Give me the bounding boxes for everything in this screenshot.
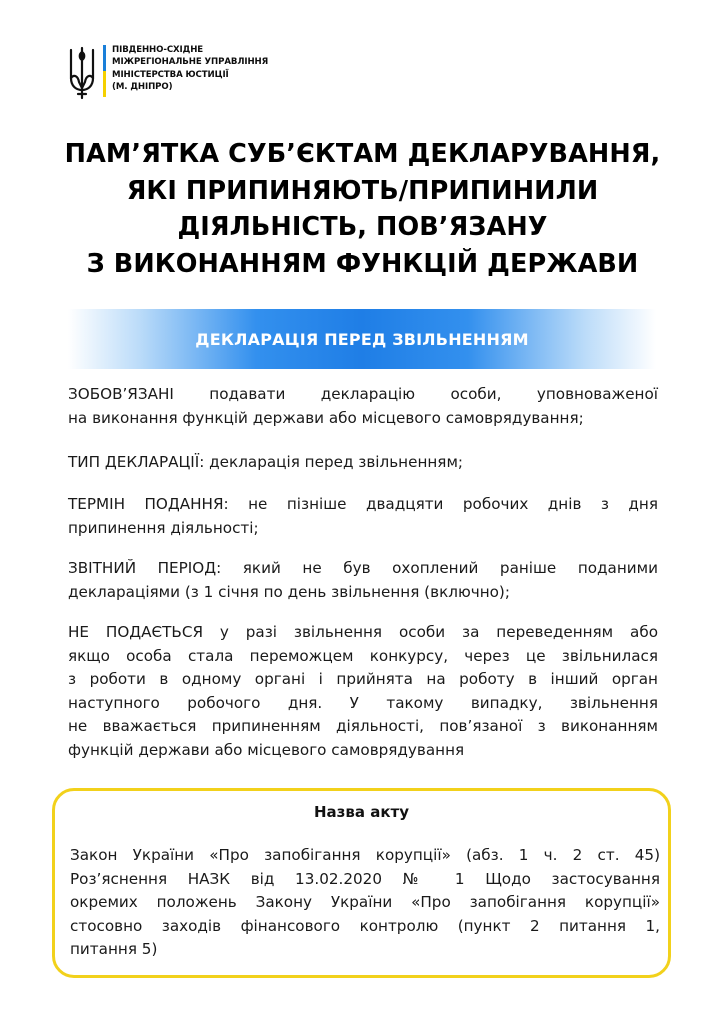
flag-bar	[103, 45, 106, 97]
org-name	[112, 44, 268, 94]
section-banner	[68, 309, 656, 369]
act-line: Роз’яснення НАЗК від 13.02.2020 № 1 Щодо застосування	[70, 869, 660, 888]
org-name-line: (М. ДНІПРО)	[112, 82, 173, 93]
act-line: стосовно заходів фінансового контролю (пункт 2 питання 1,	[70, 916, 660, 935]
title-line: ПАМ’ЯТКА СУБ’ЄКТАМ ДЕКЛАРУВАННЯ,	[64, 139, 661, 169]
paragraph-line: з роботи в одному органі і прийнята на роботу в інший орган	[68, 670, 658, 688]
paragraph-period	[68, 557, 658, 604]
act-line: окремих положень Закону України «Про запобігання корупції»	[70, 893, 660, 911]
act-line: питання 5)	[70, 940, 158, 958]
act-text	[70, 844, 660, 962]
org-name-line: ПІВДЕННО-СХІДНЕ	[112, 45, 204, 55]
paragraph-line: якщо особа стала переможцем конкурсу, через це звільнилася	[68, 646, 658, 665]
paragraph-line: функцій держави або місцевого самоврядування	[68, 740, 465, 759]
paragraph-term	[68, 493, 658, 540]
paragraph-line: припинення діяльності;	[68, 518, 259, 537]
title-line: З ВИКОНАННЯМ ФУНКЦІЙ ДЕРЖАВИ	[86, 248, 639, 279]
title-line: ДІЯЛЬНІСТЬ, ПОВ’ЯЗАНУ	[177, 212, 548, 242]
paragraph-line: на виконання функцій держави або місцевого самоврядування;	[68, 408, 584, 427]
ministry-logo	[68, 44, 328, 104]
page-title	[20, 136, 705, 282]
trident-icon	[68, 44, 96, 100]
act-line: Закон України «Про запобігання корупції» (абз. 1 ч. 2 ст. 45)	[70, 846, 660, 864]
paragraph-not-submitted	[68, 621, 658, 762]
paragraph-line: наступного робочого дня. У такому випадку, звільнення	[68, 693, 658, 712]
paragraph-line: не вважається припиненням діяльності, пов’язаної з виконанням	[68, 717, 658, 735]
paragraph-line: ТЕРМІН ПОДАННЯ: не пізніше двадцяти робочих днів з дня	[68, 495, 658, 513]
banner-text: ДЕКЛАРАЦІЯ ПЕРЕД ЗВІЛЬНЕННЯМ	[195, 329, 529, 349]
title-line: ЯКІ ПРИПИНЯЮТЬ/ПРИПИНИЛИ	[126, 175, 599, 206]
paragraph-line: ЗВІТНИЙ ПЕРІОД: який не був охоплений раніше поданими	[68, 559, 658, 577]
paragraph-line: ТИП ДЕКЛАРАЦІЇ: декларація перед звільненням;	[68, 453, 464, 471]
paragraph-line: ЗОБОВ’ЯЗАНІ подавати декларацію особи, уповноваженої	[68, 385, 658, 403]
paragraph-obliged	[68, 383, 658, 430]
act-box	[52, 788, 671, 978]
act-title: Назва акту	[313, 803, 409, 821]
org-name-line: МІНІСТЕРСТВА ЮСТИЦІЇ	[112, 69, 229, 80]
paragraph-line: НЕ ПОДАЄТЬСЯ у разі звільнення особи за переведенням або	[68, 623, 658, 641]
paragraph-type	[68, 451, 658, 475]
org-name-line: МІЖРЕГІОНАЛЬНЕ УПРАВЛІННЯ	[112, 57, 269, 68]
paragraph-line: деклараціями (з 1 січня по день звільнення (включно);	[68, 582, 510, 601]
